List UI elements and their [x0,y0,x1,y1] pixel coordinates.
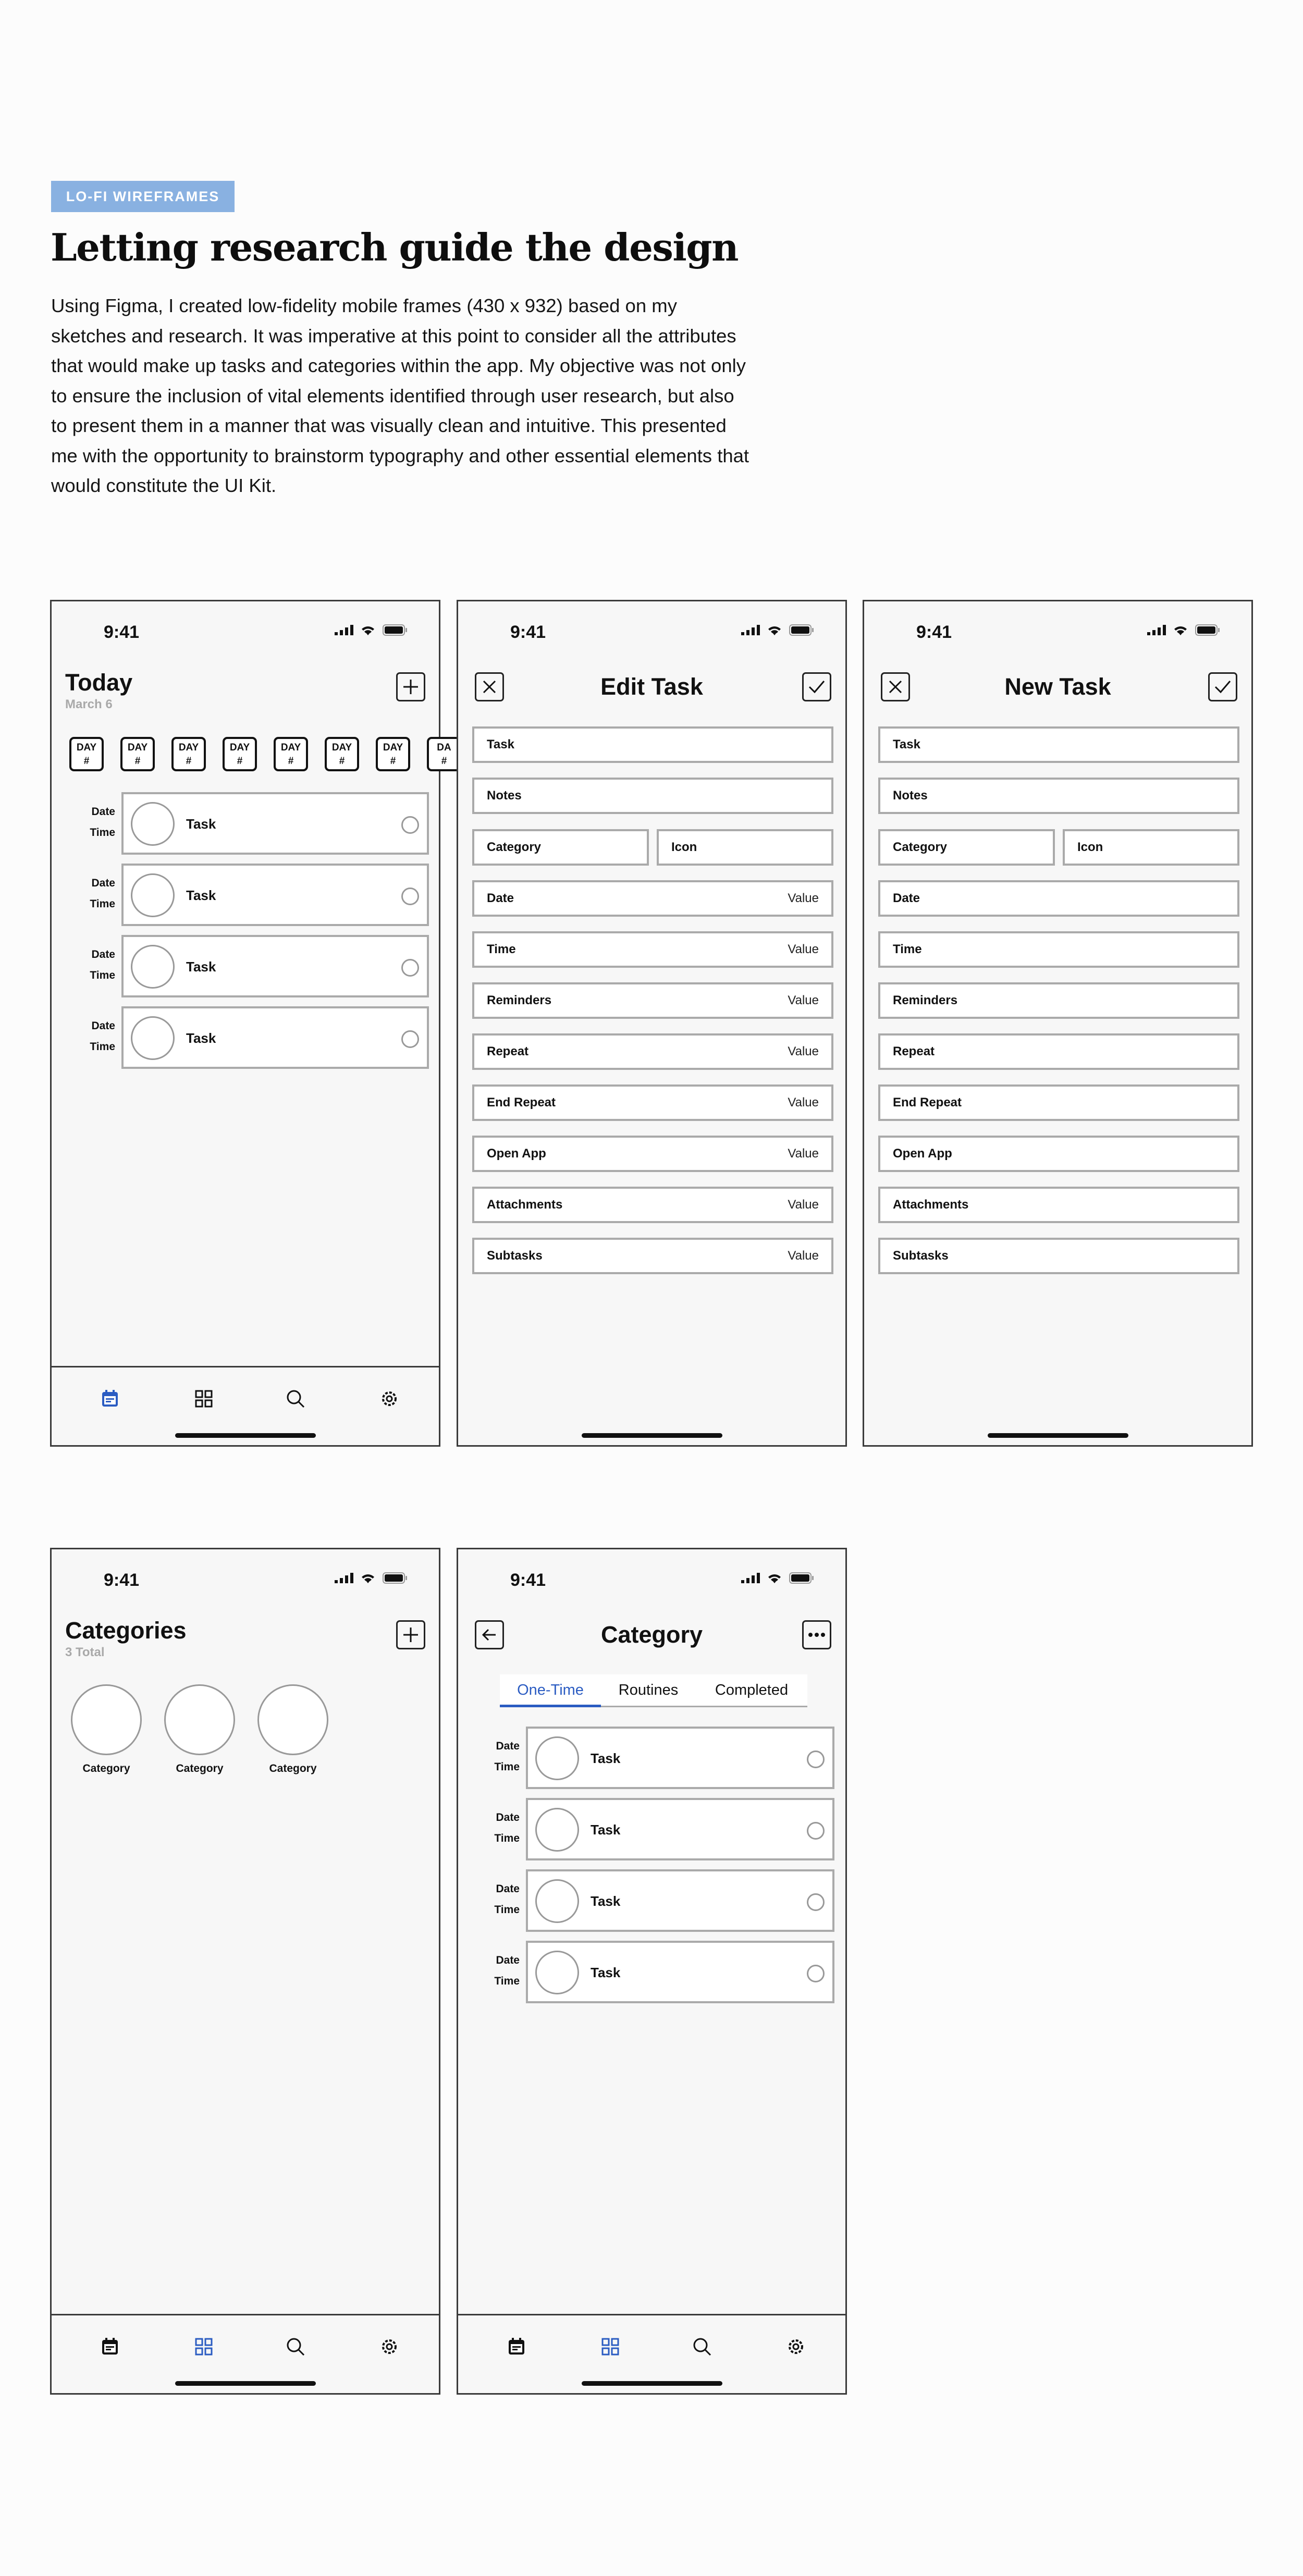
more-options-button[interactable] [802,1620,831,1649]
task-attribute-value: Value [788,1147,819,1161]
tab-today[interactable] [95,1384,125,1413]
battery-icon [789,624,814,636]
task-field-label: Task [893,737,920,751]
page-title: New Task [1004,673,1111,700]
tab-settings[interactable] [375,1384,404,1413]
home-indicator [175,1433,316,1438]
task-attribute-label: Repeat [487,1044,529,1058]
task-name: Task [591,1822,621,1838]
search-icon [692,2337,712,2357]
notes-field[interactable] [472,778,833,814]
task-datetime [458,1807,520,1849]
signal-icon [1147,625,1166,635]
task-attribute-label: Time [893,942,922,956]
task-complete-toggle[interactable] [401,888,419,905]
day-chip-number: # [134,756,141,767]
category-label: Category [269,1762,317,1774]
task-attribute-field[interactable] [878,1084,1239,1121]
task-attribute-label: Open App [893,1147,952,1161]
task-card[interactable] [121,792,429,855]
calendar-icon [100,2337,120,2357]
task-attribute-label: End Repeat [487,1095,556,1110]
task-time: Time [494,1904,520,1916]
battery-icon [383,624,408,636]
day-chip[interactable] [274,737,308,771]
gear-icon [786,2337,806,2357]
task-attribute-value: Value [788,1095,819,1110]
add-task-button[interactable] [396,672,425,701]
day-chip-label: DAY [229,742,250,753]
task-date: Date [496,1740,520,1752]
more-icon [808,1632,826,1637]
category-icon-placeholder [71,1684,142,1755]
task-name: Task [186,1030,216,1046]
category-field-label: Category [487,840,542,854]
calendar-icon [507,2337,526,2357]
task-attribute-field[interactable] [472,931,833,968]
task-name: Task [591,1893,621,1909]
tab-routines[interactable]: Routines [618,1681,679,1698]
tab-categories[interactable] [189,2332,218,2361]
day-chip-number: # [186,756,192,767]
signal-icon [335,1573,353,1583]
plus-icon [402,678,420,696]
section-title: Letting research guide the design [51,225,738,269]
task-attribute-label: Repeat [893,1044,935,1058]
task-name: Task [591,1751,621,1766]
task-date: Date [496,1811,520,1823]
notes-field-label: Notes [487,788,522,803]
day-chip-number: # [441,756,447,767]
category-detail-screen [457,1548,847,2395]
task-complete-toggle[interactable] [807,1751,825,1768]
section-badge: LO-FI WIREFRAMES [51,181,235,212]
task-date: Date [496,1883,520,1895]
status-time: 9:41 [916,622,952,642]
task-card[interactable] [121,864,429,926]
task-date: Date [91,877,115,889]
page-title: Today [65,669,133,696]
task-card[interactable] [526,1798,834,1860]
task-date: Date [91,806,115,818]
task-complete-toggle[interactable] [807,1822,825,1840]
day-chip-label: DAY [127,742,148,753]
task-attribute-label: Subtasks [487,1249,543,1263]
task-card[interactable] [526,1869,834,1932]
wifi-icon [360,624,376,636]
day-chip-number: # [339,756,345,767]
task-attribute-value: Value [788,1044,819,1058]
task-datetime [52,802,115,843]
task-datetime [458,1879,520,1920]
task-attribute-label: Attachments [487,1198,563,1212]
save-button[interactable] [1208,672,1237,701]
task-date: Date [496,1954,520,1966]
day-chip-label: DAY [76,742,97,753]
day-chip-label: DAY [383,742,403,753]
category-item[interactable] [163,1684,236,1775]
tab-today[interactable] [95,2332,125,2361]
task-attribute-field[interactable] [472,1136,833,1172]
wifi-icon [766,1572,783,1584]
gear-icon [379,1389,399,1409]
task-attribute-value: Value [788,1249,819,1263]
task-date: Date [91,1020,115,1032]
day-chip-number: # [288,756,294,767]
status-icons [335,1572,408,1584]
task-attribute-label: Reminders [893,993,958,1007]
category-label: Category [176,1762,224,1774]
tab-settings[interactable] [781,2332,810,2361]
task-attribute-field[interactable] [472,982,833,1019]
task-attribute-field[interactable] [472,1187,833,1223]
notes-field[interactable] [878,778,1239,814]
task-time: Time [90,969,115,981]
calendar-icon [100,1389,120,1409]
day-chip-number: # [237,756,243,767]
battery-icon [789,1572,814,1584]
day-chip[interactable] [223,737,257,771]
task-datetime [52,1016,115,1057]
task-attribute-field[interactable] [878,1238,1239,1274]
status-time: 9:41 [104,1570,140,1590]
signal-icon [741,1573,760,1583]
task-icon-placeholder [131,802,175,846]
wifi-icon [766,624,783,636]
icon-field-label: Icon [671,840,697,854]
task-card[interactable] [121,1006,429,1069]
category-field[interactable] [878,829,1055,866]
grid-icon [601,2337,620,2356]
task-attribute-value: Value [788,1198,819,1212]
task-attribute-label: Subtasks [893,1249,949,1263]
tab-categories[interactable] [596,2332,625,2361]
page-date: March 6 [65,697,113,711]
task-attribute-value: Value [788,942,819,956]
tab-one-time[interactable]: One-Time [500,1674,601,1706]
category-icon-placeholder [257,1684,328,1755]
category-field[interactable] [472,829,649,866]
task-complete-toggle[interactable] [401,959,419,977]
category-item[interactable] [70,1684,143,1775]
category-field-label: Category [893,840,948,854]
task-attribute-field[interactable] [878,982,1239,1019]
task-time: Time [90,1041,115,1053]
categories-screen [50,1548,440,2395]
page-title: Categories [65,1617,187,1644]
task-attribute-field[interactable] [472,880,833,917]
section-description: Using Figma, I created low-fidelity mobile frames (430 x 932) based on my sketches and research. It was imperative at this point to consider all the attributes that would make up tasks and categories within the app. My objective was not only to ensure the inclusion of vital elements identified through user research, but also to present them in a manner that was visually clean and intuitive. This presented me with the opportunity to brainstorm typography and other essential elements that would constitute the UI Kit. [51,295,749,496]
tab-search[interactable] [281,2332,310,2361]
task-datetime [52,873,115,915]
status-icons [1147,624,1220,636]
task-field-label: Task [487,737,514,751]
status-icons [741,1572,814,1584]
page-title: Category [600,1621,703,1648]
status-icons [335,624,408,636]
battery-icon [1195,624,1220,636]
task-card[interactable] [526,1727,834,1789]
grid-icon [194,2337,213,2356]
task-attribute-label: Open App [487,1147,546,1161]
task-time: Time [90,898,115,910]
task-attribute-field[interactable] [472,1033,833,1070]
task-attribute-value: Value [788,891,819,905]
task-complete-toggle[interactable] [807,1965,825,1982]
home-indicator [582,1433,722,1438]
day-chip[interactable] [171,737,206,771]
task-attribute-field[interactable] [472,1238,833,1274]
home-indicator [582,2381,722,2386]
task-attribute-label: Time [487,942,516,956]
task-date: Date [91,948,115,960]
check-icon [1214,679,1232,695]
new-task-screen [863,600,1253,1447]
task-attribute-field[interactable] [878,931,1239,968]
category-item[interactable] [256,1684,329,1775]
task-attribute-label: Date [487,891,514,905]
task-attribute-field[interactable] [878,1187,1239,1223]
battery-icon [383,1572,408,1584]
task-time: Time [90,827,115,839]
wifi-icon [360,1572,376,1584]
check-icon [808,679,826,695]
add-category-button[interactable] [396,1620,425,1649]
category-label: Category [82,1762,130,1774]
status-icons [741,624,814,636]
today-screen [50,600,451,1447]
icon-field[interactable] [657,829,833,866]
day-chip[interactable] [325,737,359,771]
status-time: 9:41 [510,622,546,642]
search-icon [286,2337,305,2357]
task-time: Time [494,1761,520,1773]
day-chip[interactable] [120,737,155,771]
day-chip-label: DAY [331,742,352,753]
task-datetime [458,1736,520,1778]
wifi-icon [1172,624,1189,636]
task-icon-placeholder [535,1951,579,1994]
tab-categories[interactable] [189,1384,218,1413]
day-chip-label: DAY [178,742,199,753]
task-icon-placeholder [131,1016,175,1060]
task-attribute-field[interactable] [878,880,1239,917]
status-time: 9:41 [510,1570,546,1590]
day-chip-label: DAY [280,742,301,753]
tab-completed[interactable]: Completed [715,1681,789,1698]
task-attribute-label: End Repeat [893,1095,962,1110]
task-complete-toggle[interactable] [401,1030,419,1048]
day-chip[interactable] [69,737,104,771]
category-count: 3 Total [65,1645,105,1659]
task-attribute-field[interactable] [472,1084,833,1121]
page-title: Edit Task [600,673,703,700]
day-chip-number: # [390,756,396,767]
status-time: 9:41 [104,622,140,642]
task-complete-toggle[interactable] [401,816,419,834]
task-name: Task [186,959,216,975]
task-icon-placeholder [535,1879,579,1923]
task-icon-placeholder [131,945,175,989]
search-icon [286,1389,305,1409]
task-complete-toggle[interactable] [807,1893,825,1911]
home-indicator [175,2381,316,2386]
icon-field[interactable] [1063,829,1239,866]
task-type-tabs [500,1674,807,1707]
grid-icon [194,1389,213,1408]
task-time: Time [494,1832,520,1844]
save-button[interactable] [802,672,831,701]
task-card[interactable] [121,935,429,997]
task-name: Task [591,1965,621,1980]
gear-icon [379,2337,399,2357]
day-chip-number: # [83,756,90,767]
task-field[interactable] [878,726,1239,763]
edit-task-screen [457,600,847,1447]
task-attribute-label: Attachments [893,1198,969,1212]
task-datetime [458,1950,520,1992]
task-attribute-field[interactable] [878,1136,1239,1172]
tab-today[interactable] [502,2332,531,2361]
task-attribute-field[interactable] [878,1033,1239,1070]
task-name: Task [186,888,216,903]
day-chip[interactable] [376,737,410,771]
day-chip-label: DA [437,742,451,753]
tab-search[interactable] [281,1384,310,1413]
task-field[interactable] [472,726,833,763]
task-card[interactable] [526,1941,834,2003]
plus-icon [402,1626,420,1644]
task-attribute-label: Reminders [487,993,552,1007]
task-icon-placeholder [535,1808,579,1852]
task-time: Time [494,1975,520,1987]
signal-icon [741,625,760,635]
task-attribute-label: Date [893,891,920,905]
home-indicator [988,1433,1128,1438]
task-datetime [52,944,115,986]
task-icon-placeholder [131,873,175,917]
icon-field-label: Icon [1077,840,1103,854]
task-icon-placeholder [535,1736,579,1780]
tab-search[interactable] [687,2332,717,2361]
task-attribute-value: Value [788,993,819,1007]
tab-settings[interactable] [375,2332,404,2361]
task-name: Task [186,816,216,832]
notes-field-label: Notes [893,788,928,803]
signal-icon [335,625,353,635]
category-icon-placeholder [164,1684,235,1755]
